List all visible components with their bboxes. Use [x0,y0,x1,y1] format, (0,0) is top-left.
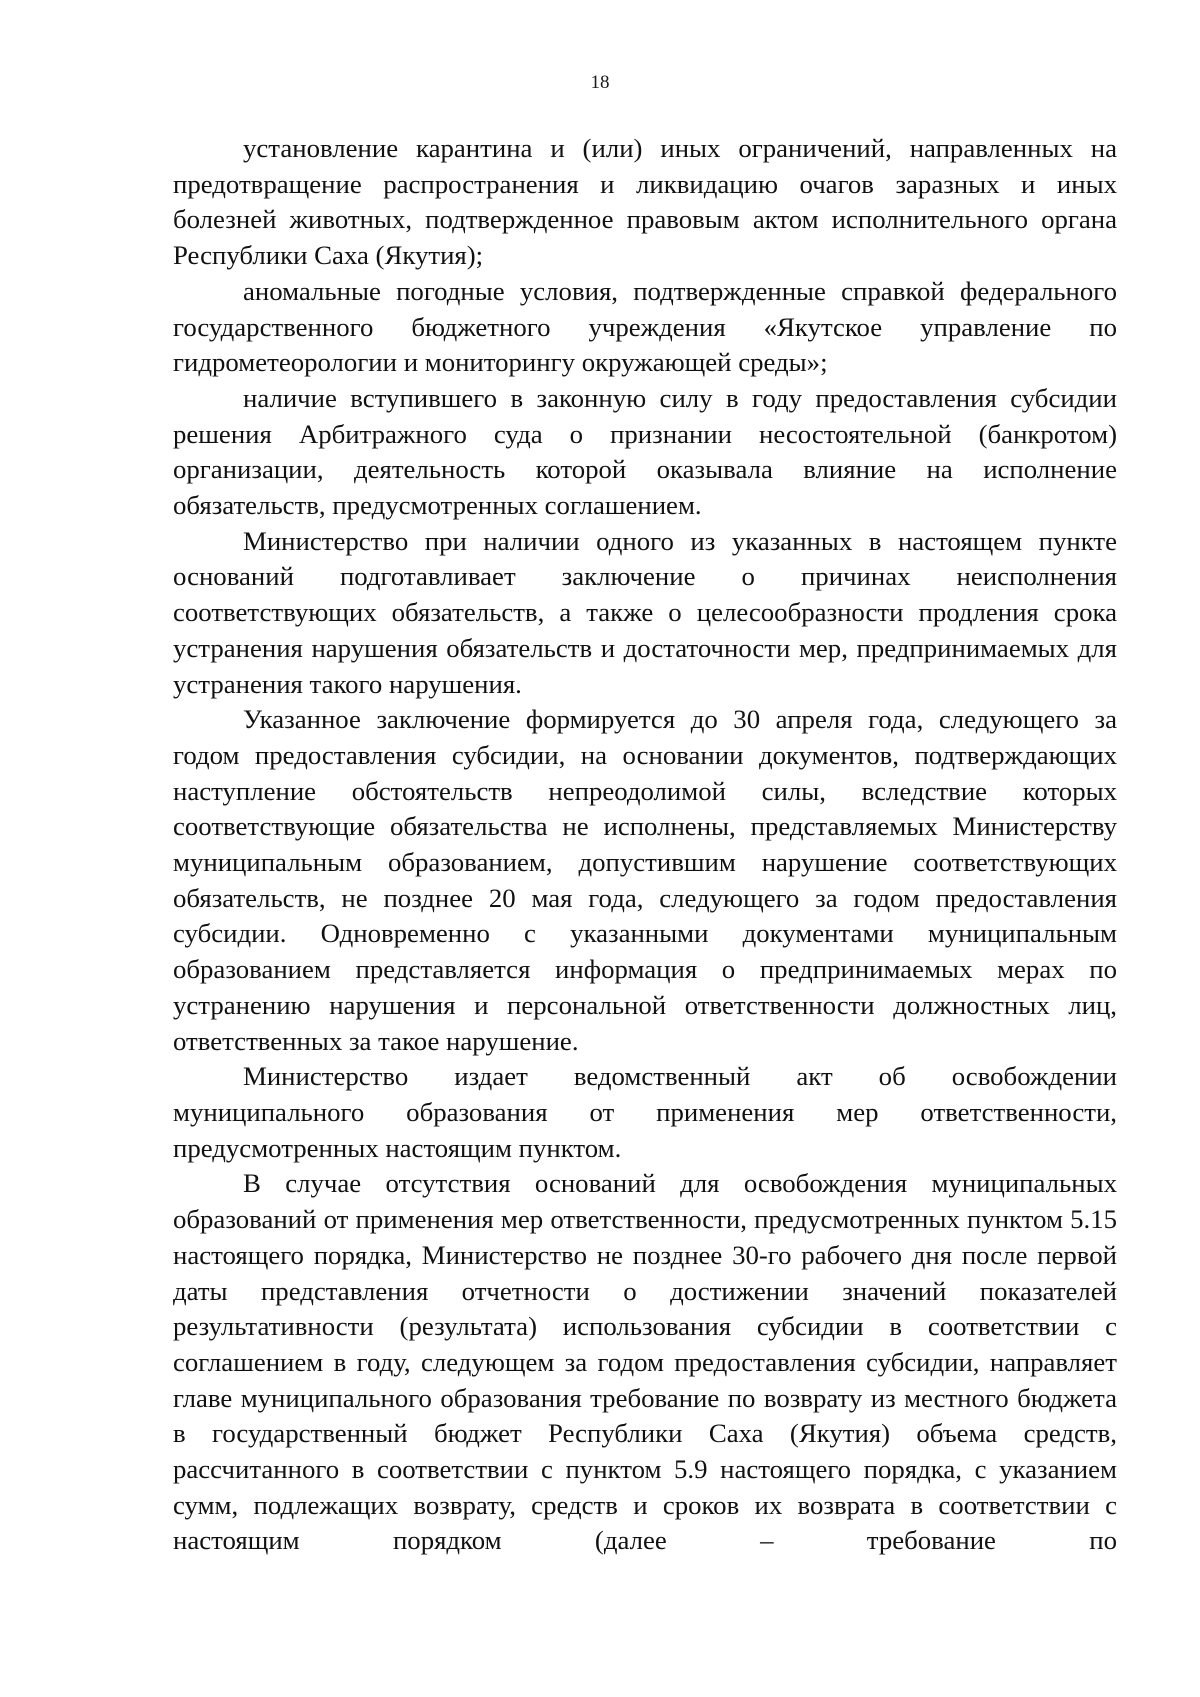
paragraph-conclusion-deadline: Указанное заключение формируется до 30 апреля года, следующего за годом предоставления субсидии, на основании документов, подтверждающих наступление обстоятельств непреодолимой силы, вследствие которых соответствующие обязательства не исполнены, представляемых Министерству муниципальным образованием, допустившим нарушение соответствующих обязательств, не позднее 20 мая года, следующего за годом предоставления субсидии. Одновременно с указанными документами муниципальным образованием представляется информация о предпринимаемых мерах по устранению нарушения и персональной ответственности должностных лиц, ответственных за такое нарушение. [173,704,1117,1056]
paragraph-refund-requirement: В случае отсутствия оснований для освобождения муниципальных образований от применения мер ответственности, предусмотренных пунктом 5.15 настоящего порядка, Министерство не позднее 30-го рабочего дня после первой даты представления отчетности о достижении значений показателей результативности (результата) использования субсидии в соответствии с соглашением в году, следующем за годом предоставления субсидии, направляет главе муниципального образования требование по возврату из местного бюджета в государственный бюджет Республики Саха (Якутия) объема средств, рассчитанного в соответствии с пунктом 5.9 настоящего порядка, с указанием сумм, подлежащих возврату, средств и сроков их возврата в соответствии с настоящим порядком (далее – требование по [173,1168,1117,1556]
paragraph-exemption-act: Министерство издает ведомственный акт об освобождении муниципального образования от применения мер ответственности, предусмотренных настоящим пунктом. [173,1061,1117,1163]
paragraph-ministry-conclusion: Министерство при наличии одного из указанных в настоящем пункте оснований подготавливает заключение о причинах неисполнения соответствующих обязательств, а также о целесообразности продления срока устранения нарушения обязательств и достаточности мер, предпринимаемых для устранения такого нарушения. [173,525,1117,699]
document-body [173,131,1117,1559]
paragraph-weather: аномальные погодные условия, подтвержденные справкой федерального государственного бюджетного учреждения «Якутское управление по гидрометеорологии и мониторингу окружающей среды»; [173,275,1117,378]
page-number: 18 [590,72,610,93]
paragraph-bankruptcy: наличие вступившего в законную силу в году предоставления субсидии решения Арбитражного суда о признании несостоятельной (банкротом) организации, деятельность которой оказывала влияние на исполнение обязательств, предусмотренных соглашением. [173,382,1117,521]
paragraph-quarantine: установление карантина и (или) иных ограничений, направленных на предотвращение распространения и ликвидацию очагов заразных и иных болезней животных, подтвержденное правовым актом исполнительного органа Республики Саха (Якутия); [173,133,1117,271]
